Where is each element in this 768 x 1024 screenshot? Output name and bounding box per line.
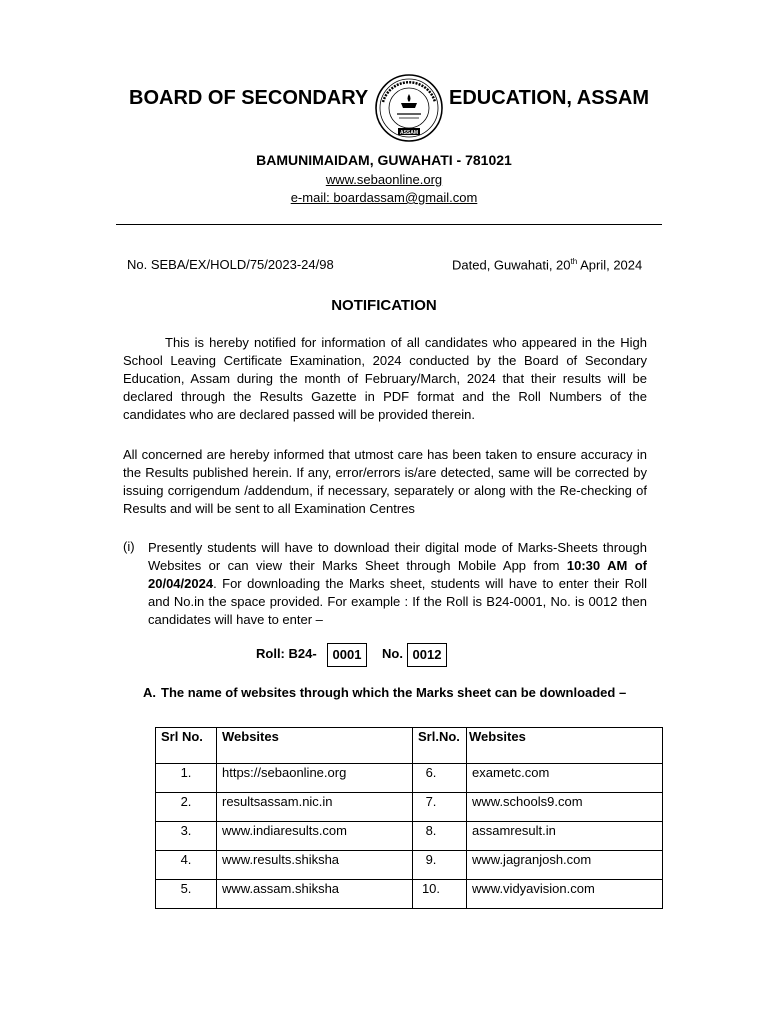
item-i-text-after: . For downloading the Marks sheet, students will have to enter their Roll and No.in the space provided. For example : If the Roll is B24-0001, No. is 0012 then candidates will have to enter – (148, 576, 647, 627)
section-a-letter: A. (143, 685, 156, 700)
dated-prefix: Dated, Guwahati, 20 (452, 257, 571, 273)
table-row (156, 793, 663, 822)
item-i-label: (i) (123, 539, 135, 554)
website-cell[interactable]: https://sebaonline.org (217, 764, 413, 793)
dated-line (452, 257, 642, 272)
serial-number: 4. (156, 851, 217, 880)
website-cell[interactable]: www.assam.shiksha (217, 880, 413, 909)
website-cell[interactable]: www.jagranjosh.com (467, 851, 663, 880)
website-cell[interactable]: www.schools9.com (467, 793, 663, 822)
table-row (156, 880, 663, 909)
table-header-row (156, 728, 663, 764)
item-i-text-before: Presently students will have to download their digital mode of Marks-Sheets through Websites or can view their Marks Sheet through Mobile App from (148, 540, 647, 573)
website-cell[interactable]: www.indiaresults.com (217, 822, 413, 851)
table-row (156, 851, 663, 880)
serial-number: 9. (413, 851, 467, 880)
header-srl-no: Srl No. (156, 728, 217, 764)
table-row (156, 764, 663, 793)
seal-text-bottom: ASSAM (399, 130, 419, 136)
serial-number: 3. (156, 822, 217, 851)
paragraph-intro (123, 334, 647, 424)
header-websites-2: Websites (467, 728, 663, 764)
serial-number: 6. (413, 764, 467, 793)
item-i-date-time: 10:30 AM of 20/04/2024 (148, 558, 647, 591)
notification-heading: NOTIFICATION (331, 297, 437, 314)
no-label: No. (382, 646, 403, 661)
serial-number: 2. (156, 793, 217, 822)
dated-suffix: April, 2024 (577, 257, 643, 273)
table-row (156, 822, 663, 851)
roll-example-box: 0001 (327, 643, 367, 667)
section-a-heading (143, 685, 626, 700)
board-address: BAMUNIMAIDAM, GUWAHATI - 781021 (256, 152, 512, 168)
serial-number: 1. (156, 764, 217, 793)
serial-number: 7. (413, 793, 467, 822)
website-cell[interactable]: www.results.shiksha (217, 851, 413, 880)
board-title-right: EDUCATION, ASSAM (449, 87, 649, 109)
email-link[interactable]: e-mail: boardassam@gmail.com (290, 190, 478, 205)
header-websites: Websites (217, 728, 413, 764)
dated-superscript: th (570, 257, 578, 266)
section-a-text: The name of websites through which the Marks sheet can be downloaded – (161, 685, 627, 700)
reference-number: No. SEBA/EX/HOLD/75/2023-24/98 (127, 257, 334, 272)
roll-label: Roll: B24- (256, 646, 317, 661)
serial-number: 10. (413, 880, 467, 909)
website-cell[interactable]: resultsassam.nic.in (217, 793, 413, 822)
board-title-left: BOARD OF SECONDARY (129, 87, 369, 109)
no-example-box: 0012 (407, 643, 447, 667)
serial-number: 8. (413, 822, 467, 851)
website-cell[interactable]: www.vidyavision.com (467, 880, 663, 909)
website-cell[interactable]: assamresult.in (467, 822, 663, 851)
header-srl-no-2: Srl.No. (413, 728, 467, 764)
item-i-text (148, 539, 647, 629)
website-link[interactable]: www.sebaonline.org (325, 172, 443, 187)
seba-seal-logo (374, 72, 444, 146)
serial-number: 5. (156, 880, 217, 909)
paragraph-intro-text: This is hereby notified for information of all candidates who appeared in the High School Leaving Certificate Examination, 2024 conducted by the Board of Secondary Education, Assam during the month of February/March, 2024 that their results will be declared through the Results Gazette in PDF format and the Roll Numbers of the candidates who are declared passed will be provided therein. (123, 335, 647, 422)
website-cell[interactable]: exametc.com (467, 764, 663, 793)
paragraph-accuracy: All concerned are hereby informed that utmost care has been taken to ensure accuracy in the Results published herein. If any, error/errors is/are detected, same will be corrected by issuing corrigendum /addendum, if necessary, separately or along with the Re-checking of Results and will be sent to all Examination Centres (123, 447, 647, 516)
websites-table (155, 727, 663, 909)
header-divider (116, 224, 662, 225)
